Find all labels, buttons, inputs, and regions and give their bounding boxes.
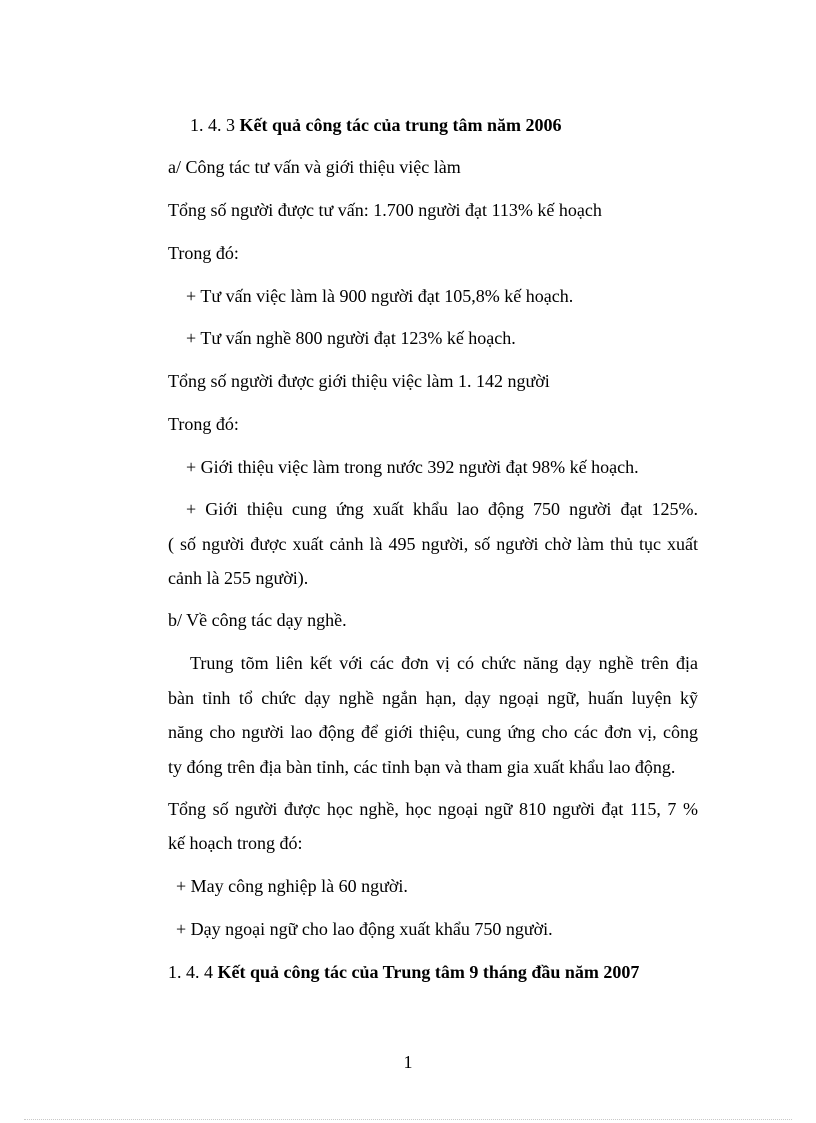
paragraph-line-2: bàn tỉnh tổ chức dạy nghề ngắn hạn, dạy ngoại ngữ, huấn luyện kỹ <box>168 688 698 708</box>
paragraph-line-3: năng cho người lao động để giới thiệu, cung ứng cho các đơn vị, công <box>168 722 698 742</box>
total-trained-line-1: Tổng số người được học nghề, học ngoại ngữ 810 người đạt 115, 7 % <box>168 799 698 819</box>
export-item-line-2: ( số người được xuất cảnh là 495 người, số người chờ làm thủ tục xuất <box>168 534 698 554</box>
section-a-title: a/ Công tác tư vấn và giới thiệu việc làm <box>168 157 461 177</box>
page-bottom-divider <box>24 1119 792 1120</box>
foreign-language-item: + Dạy ngoại ngữ cho lao động xuất khẩu 750 người. <box>176 919 553 939</box>
export-item-line-3: cảnh là 255 người). <box>168 568 309 588</box>
consult-vocation-item: + Tư vấn nghề 800 người đạt 123% kế hoạch. <box>186 328 516 348</box>
total-consulted-text: Tổng số người được tư vấn: 1.700 người đạt 113% kế hoạch <box>168 200 602 220</box>
paragraph-line-4: ty đóng trên địa bàn tỉnh, các tỉnh bạn và tham gia xuất khẩu lao động. <box>168 757 676 777</box>
garment-item: + May công nghiệp là 60 người. <box>176 876 408 896</box>
in-which-label-1: Trong đó: <box>168 243 239 263</box>
export-item-line-1: + Giới thiệu cung ứng xuất khẩu lao động 750 người đạt 125%. <box>186 499 698 519</box>
paragraph-line-1: Trung tõm liên kết với các đơn vị có chức năng dạy nghề trên địa <box>190 653 698 673</box>
heading-1-4-4 <box>168 960 639 984</box>
page-number: 1 <box>403 1052 413 1072</box>
section-b-title: b/ Về công tác dạy nghề. <box>168 610 347 630</box>
heading-1-4-3 <box>190 113 562 137</box>
heading-1-4-4-number: 1. 4. 4 <box>168 962 218 982</box>
heading-1-4-4-title: Kết quả công tác của Trung tâm 9 tháng đầu năm 2007 <box>217 962 640 982</box>
consult-job-item: + Tư vấn việc làm là 900 người đạt 105,8% kế hoạch. <box>186 286 574 306</box>
total-trained-line-2: kế hoạch trong đó: <box>168 833 303 853</box>
total-introduced-text: Tổng số người được giới thiệu việc làm 1. 142 người <box>168 371 550 391</box>
heading-1-4-3-number: 1. 4. 3 <box>190 115 240 135</box>
domestic-intro-item: + Giới thiệu việc làm trong nước 392 người đạt 98% kế hoạch. <box>186 457 639 477</box>
heading-1-4-3-title: Kết quả công tác của trung tâm năm 2006 <box>239 115 562 135</box>
in-which-label-2: Trong đó: <box>168 414 239 434</box>
